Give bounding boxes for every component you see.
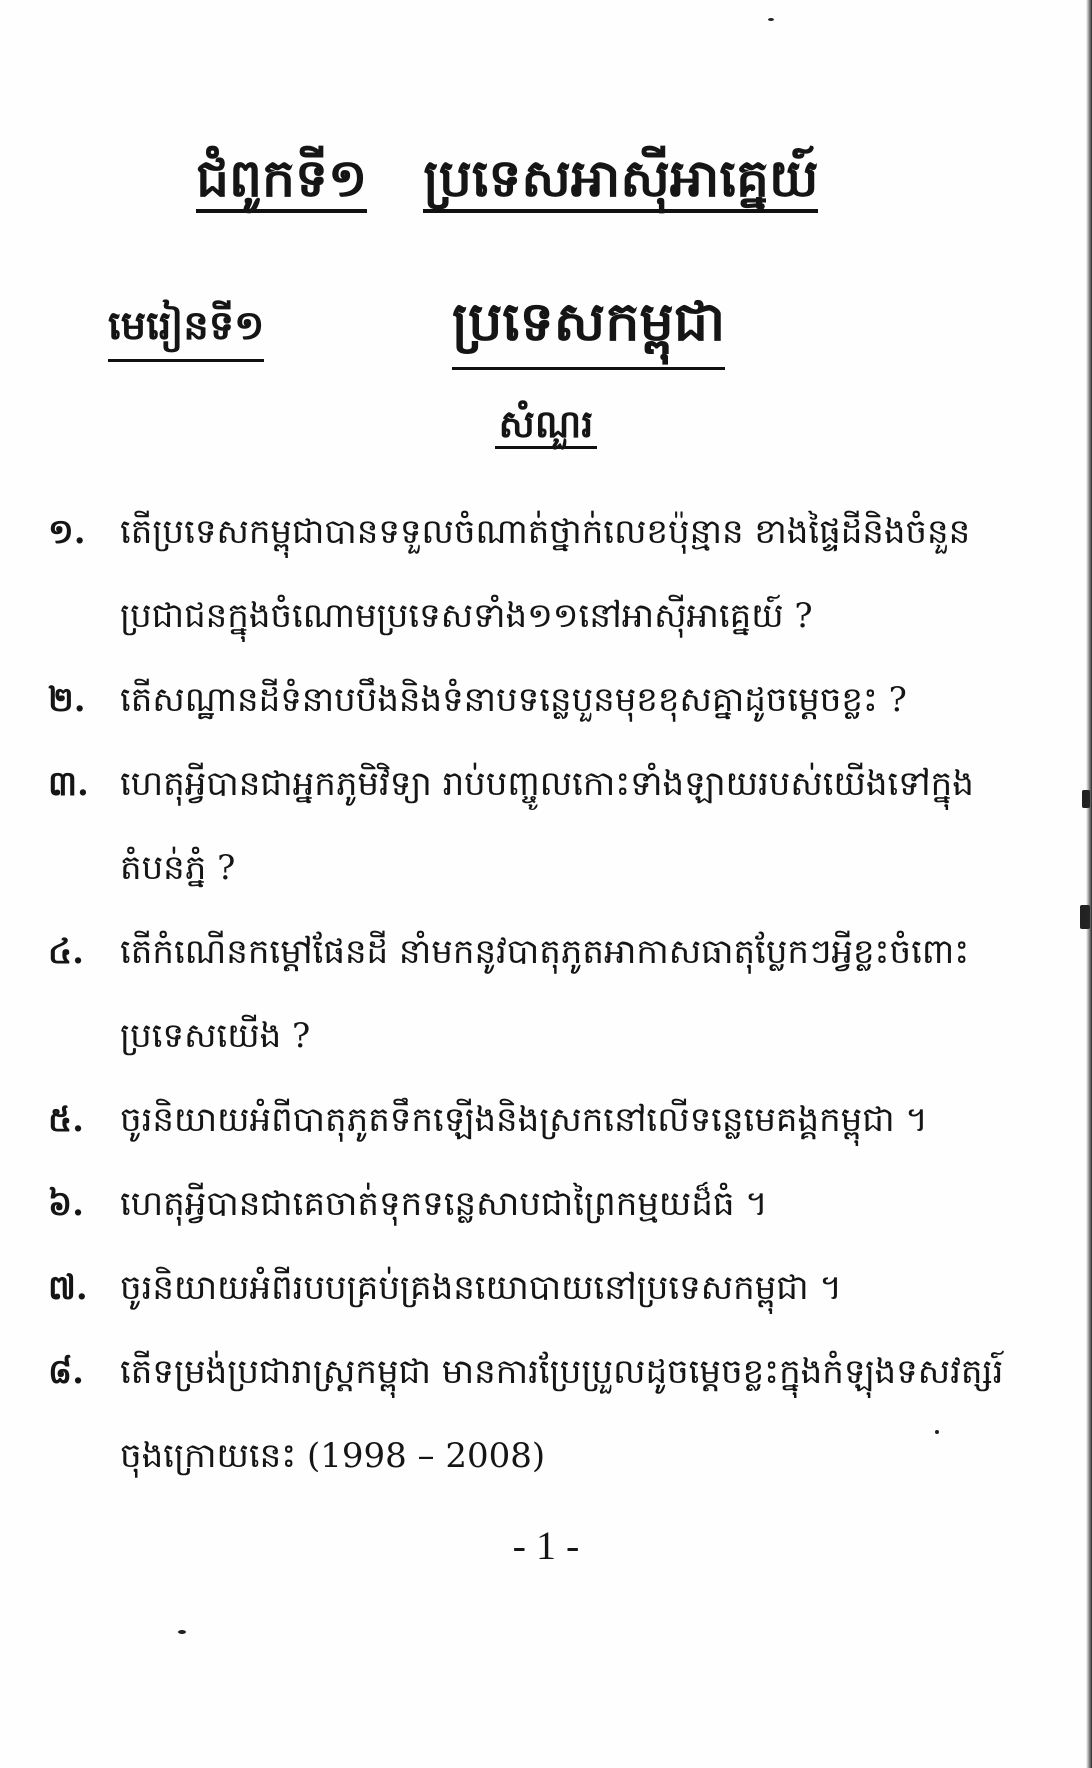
page-number: - 1 - [512, 1523, 580, 1568]
lesson-title: ប្រទេសកម្ពុជា [452, 288, 725, 370]
question-item [48, 910, 1038, 1078]
chapter-label: ជំពូកទី១ [196, 150, 367, 213]
scan-speck [178, 1630, 186, 1634]
question-text: តើប្រទេសកម្ពុជាបានទទួលចំណាត់ថ្នាក់លេខប៉ុន្មាន ខាងផ្ទៃដីនិងចំនួនប្រជាជនក្នុងចំណោមប្រទេសទាំង១១នៅអាស៊ីអាគ្នេយ៍ ? [120, 512, 971, 636]
question-item [48, 1078, 1038, 1162]
question-number: ២. [48, 680, 86, 720]
question-text: តើទម្រង់ប្រជារាស្ត្រកម្ពុជា មានការប្រែប្រួលដូចម្តេចខ្លះក្នុងកំឡុងទសវត្សរ៍ចុងក្រោយនេះ (1998 – 2008) [120, 1352, 1004, 1476]
lesson-label: មេរៀនទី១ [108, 300, 264, 362]
chapter-title: ប្រទេសអាស៊ីអាគ្នេយ៍ [423, 150, 818, 213]
chapter-heading [196, 150, 836, 213]
question-number: ១. [48, 512, 86, 552]
question-text: ចូរនិយាយអំពីរបបគ្រប់គ្រងនយោបាយនៅប្រទេសកម្ពុជា ។ [120, 1268, 842, 1308]
question-text: តើកំណើនកម្តៅផែនដី នាំមកនូវបាតុភូតអាកាសធាតុប្លែកៗអ្វីខ្លះចំពោះប្រទេសយើង ? [120, 932, 970, 1056]
question-item [48, 1330, 1038, 1498]
question-number: ៣. [48, 764, 89, 804]
questions-heading-text: សំណួរ [495, 401, 598, 449]
question-item [48, 1162, 1038, 1246]
question-text: ហេតុអ្វីបានជាគេចាត់ទុកទន្លេសាបជាព្រៃកម្មយដ៏ធំ ។ [120, 1184, 768, 1224]
question-number: ៦. [48, 1184, 84, 1224]
question-number: ៨. [48, 1352, 84, 1392]
question-number: ៤. [48, 932, 84, 972]
scan-edge-shadow [1086, 0, 1092, 1768]
question-item [48, 742, 1038, 910]
question-number: ៧. [48, 1268, 88, 1308]
questions-heading [0, 400, 1092, 456]
question-item [48, 658, 1038, 742]
question-text: តើសណ្ឋានដីទំនាបបឹងនិងទំនាបទន្លេបួនមុខខុសគ្នាដូចម្តេចខ្លះ ? [120, 680, 907, 720]
question-text: ហេតុអ្វីបានជាអ្នកភូមិវិទ្យា រាប់បញ្ចូលកោះទាំងឡាយរបស់យើងទៅក្នុងតំបន់ភ្នំ ? [120, 764, 974, 888]
question-text: ចូរនិយាយអំពីបាតុភូតទឹកឡើងនិងស្រកនៅលើទន្លេមេគង្គកម្ពុជា ។ [120, 1100, 928, 1140]
question-number: ៥. [48, 1100, 84, 1140]
scan-speck [768, 18, 774, 21]
question-item [48, 490, 1038, 658]
question-item [48, 1246, 1038, 1330]
scan-speck [935, 1430, 939, 1434]
question-list [48, 490, 1038, 1498]
